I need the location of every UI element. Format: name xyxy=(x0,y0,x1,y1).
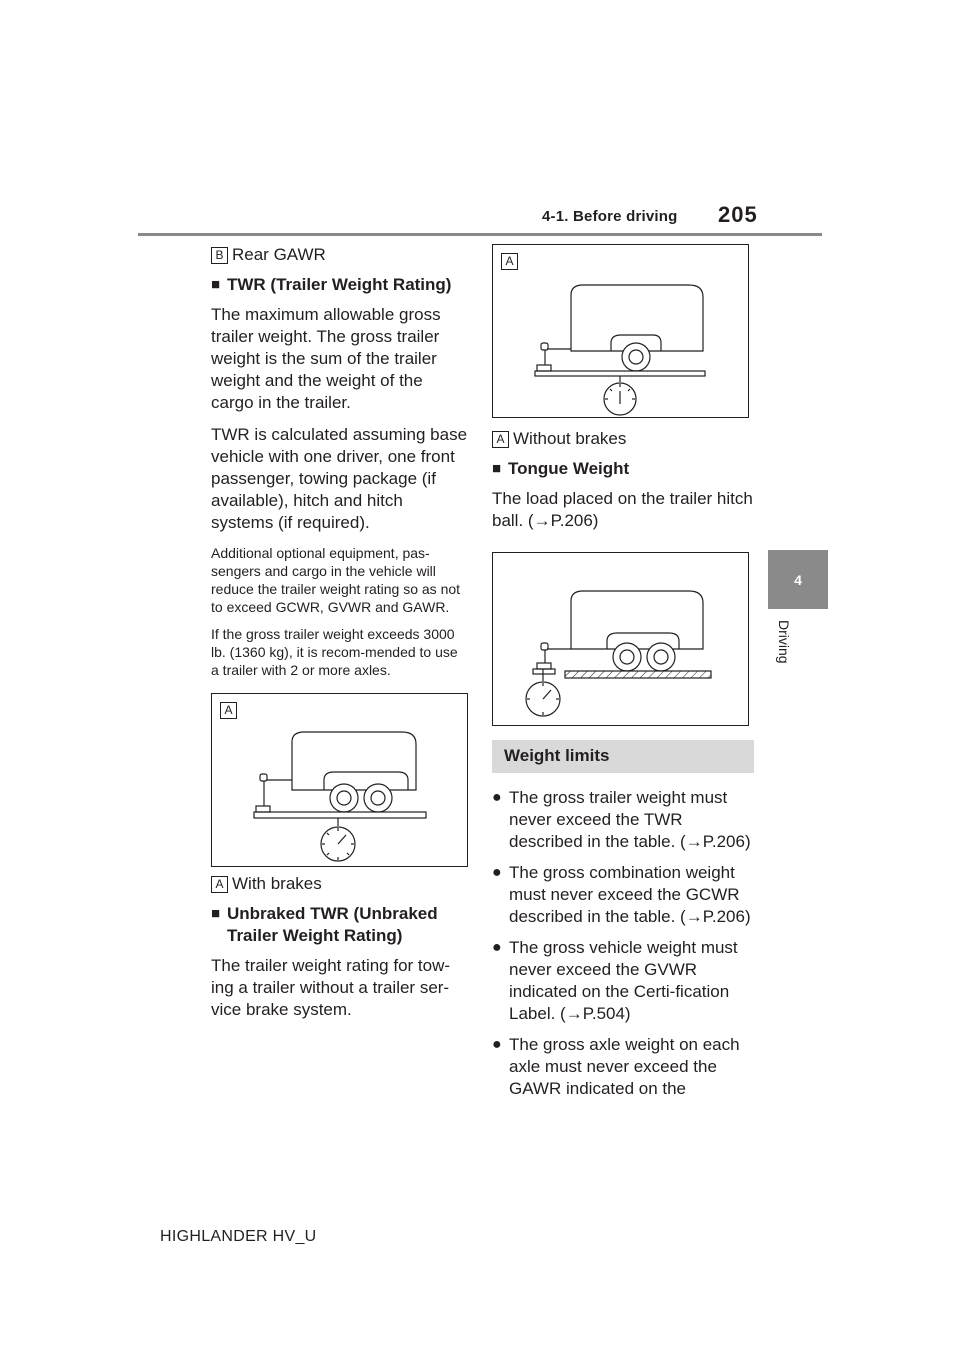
square-bullet-icon: ■ xyxy=(211,276,221,293)
left-column xyxy=(211,244,469,1031)
heading-text: TWR (Trailer Weight Rating) xyxy=(227,275,452,294)
list-item xyxy=(492,787,754,853)
paragraph: The maximum allowable gross trailer weight. The gross trailer weight is the sum of the trailer weight and the weight of the cargo in the trailer. xyxy=(211,305,441,412)
bullet-icon: ● xyxy=(492,789,502,806)
section-title: 4-1. Before driving xyxy=(542,208,678,225)
chapter-tab[interactable]: 4 xyxy=(768,550,828,609)
bullet-icon: ● xyxy=(492,939,502,956)
square-bullet-icon: ■ xyxy=(492,460,502,477)
chapter-label: Driving xyxy=(776,620,792,664)
figure-badge: A xyxy=(220,702,237,719)
list-item-text: The gross trailer weight must never exceed the TWR described in the table. (→P.206) xyxy=(509,788,751,851)
list-item-text: The gross vehicle weight must never exceed the GVWR indicated on the Certi-fication Label. (→P.504) xyxy=(509,938,738,1023)
figure-badge: A xyxy=(501,253,518,270)
callout-badge: A xyxy=(211,876,228,893)
list-item-text: The gross combination weight must never exceed the GCWR described in the table. (→P.206) xyxy=(509,863,751,926)
footer-model: HIGHLANDER HV_U xyxy=(160,1228,317,1245)
caption-with-brakes xyxy=(211,873,469,895)
trailer-single-axle-illustration xyxy=(493,245,748,417)
header-divider xyxy=(138,233,822,236)
caption-text: Rear GAWR xyxy=(232,245,326,264)
square-bullet-icon: ■ xyxy=(211,905,221,922)
caption-without-brakes xyxy=(492,428,754,450)
list-item-text: The gross axle weight on each axle must never exceed the GAWR indicated on the xyxy=(509,1035,740,1098)
list-item xyxy=(492,937,754,1025)
figure-trailer-with-brakes xyxy=(211,693,468,867)
tongue-weight-illustration xyxy=(493,553,748,725)
paragraph: The load placed on the trailer hitch ball. (→P.206) xyxy=(492,489,753,530)
paragraph: The trailer weight rating for tow-ing a trailer without a trailer ser-vice brake system. xyxy=(211,956,451,1019)
figure-tongue-weight xyxy=(492,552,749,726)
heading-text: Unbraked TWR (Unbraked Trailer Weight Rating) xyxy=(227,904,438,945)
callout-badge: A xyxy=(492,431,509,448)
page-number: 205 xyxy=(718,202,758,227)
caption-text: Without brakes xyxy=(513,429,627,448)
unbraked-twr-heading xyxy=(211,903,469,947)
caption-rear-gawr xyxy=(211,244,469,266)
callout-badge: B xyxy=(211,247,228,264)
list-item xyxy=(492,862,754,928)
heading-text: Tongue Weight xyxy=(508,459,630,478)
note-text: Additional optional equipment, pas-sengers and cargo in the vehicle will reduce the trailer weight rating so as not to exceed GCWR, GVWR and GAWR. xyxy=(211,545,461,615)
weight-limits-header: Weight limits xyxy=(492,740,754,773)
right-column xyxy=(492,244,754,1109)
note-text: If the gross trailer weight exceeds 3000 lb. (1360 kg), it is recom-mended to use a trailer with 2 or more axles. xyxy=(211,626,458,678)
twr-heading xyxy=(211,274,469,296)
bullet-icon: ● xyxy=(492,1036,502,1053)
list-item xyxy=(492,1034,754,1100)
bullet-icon: ● xyxy=(492,864,502,881)
caption-text: With brakes xyxy=(232,874,322,893)
tongue-weight-heading xyxy=(492,458,754,480)
trailer-two-axle-illustration xyxy=(212,694,467,866)
figure-trailer-without-brakes xyxy=(492,244,749,418)
paragraph: TWR is calculated assuming base vehicle with one driver, one front passenger, towing package (if available), hitch and hitch systems (if required). xyxy=(211,425,468,532)
